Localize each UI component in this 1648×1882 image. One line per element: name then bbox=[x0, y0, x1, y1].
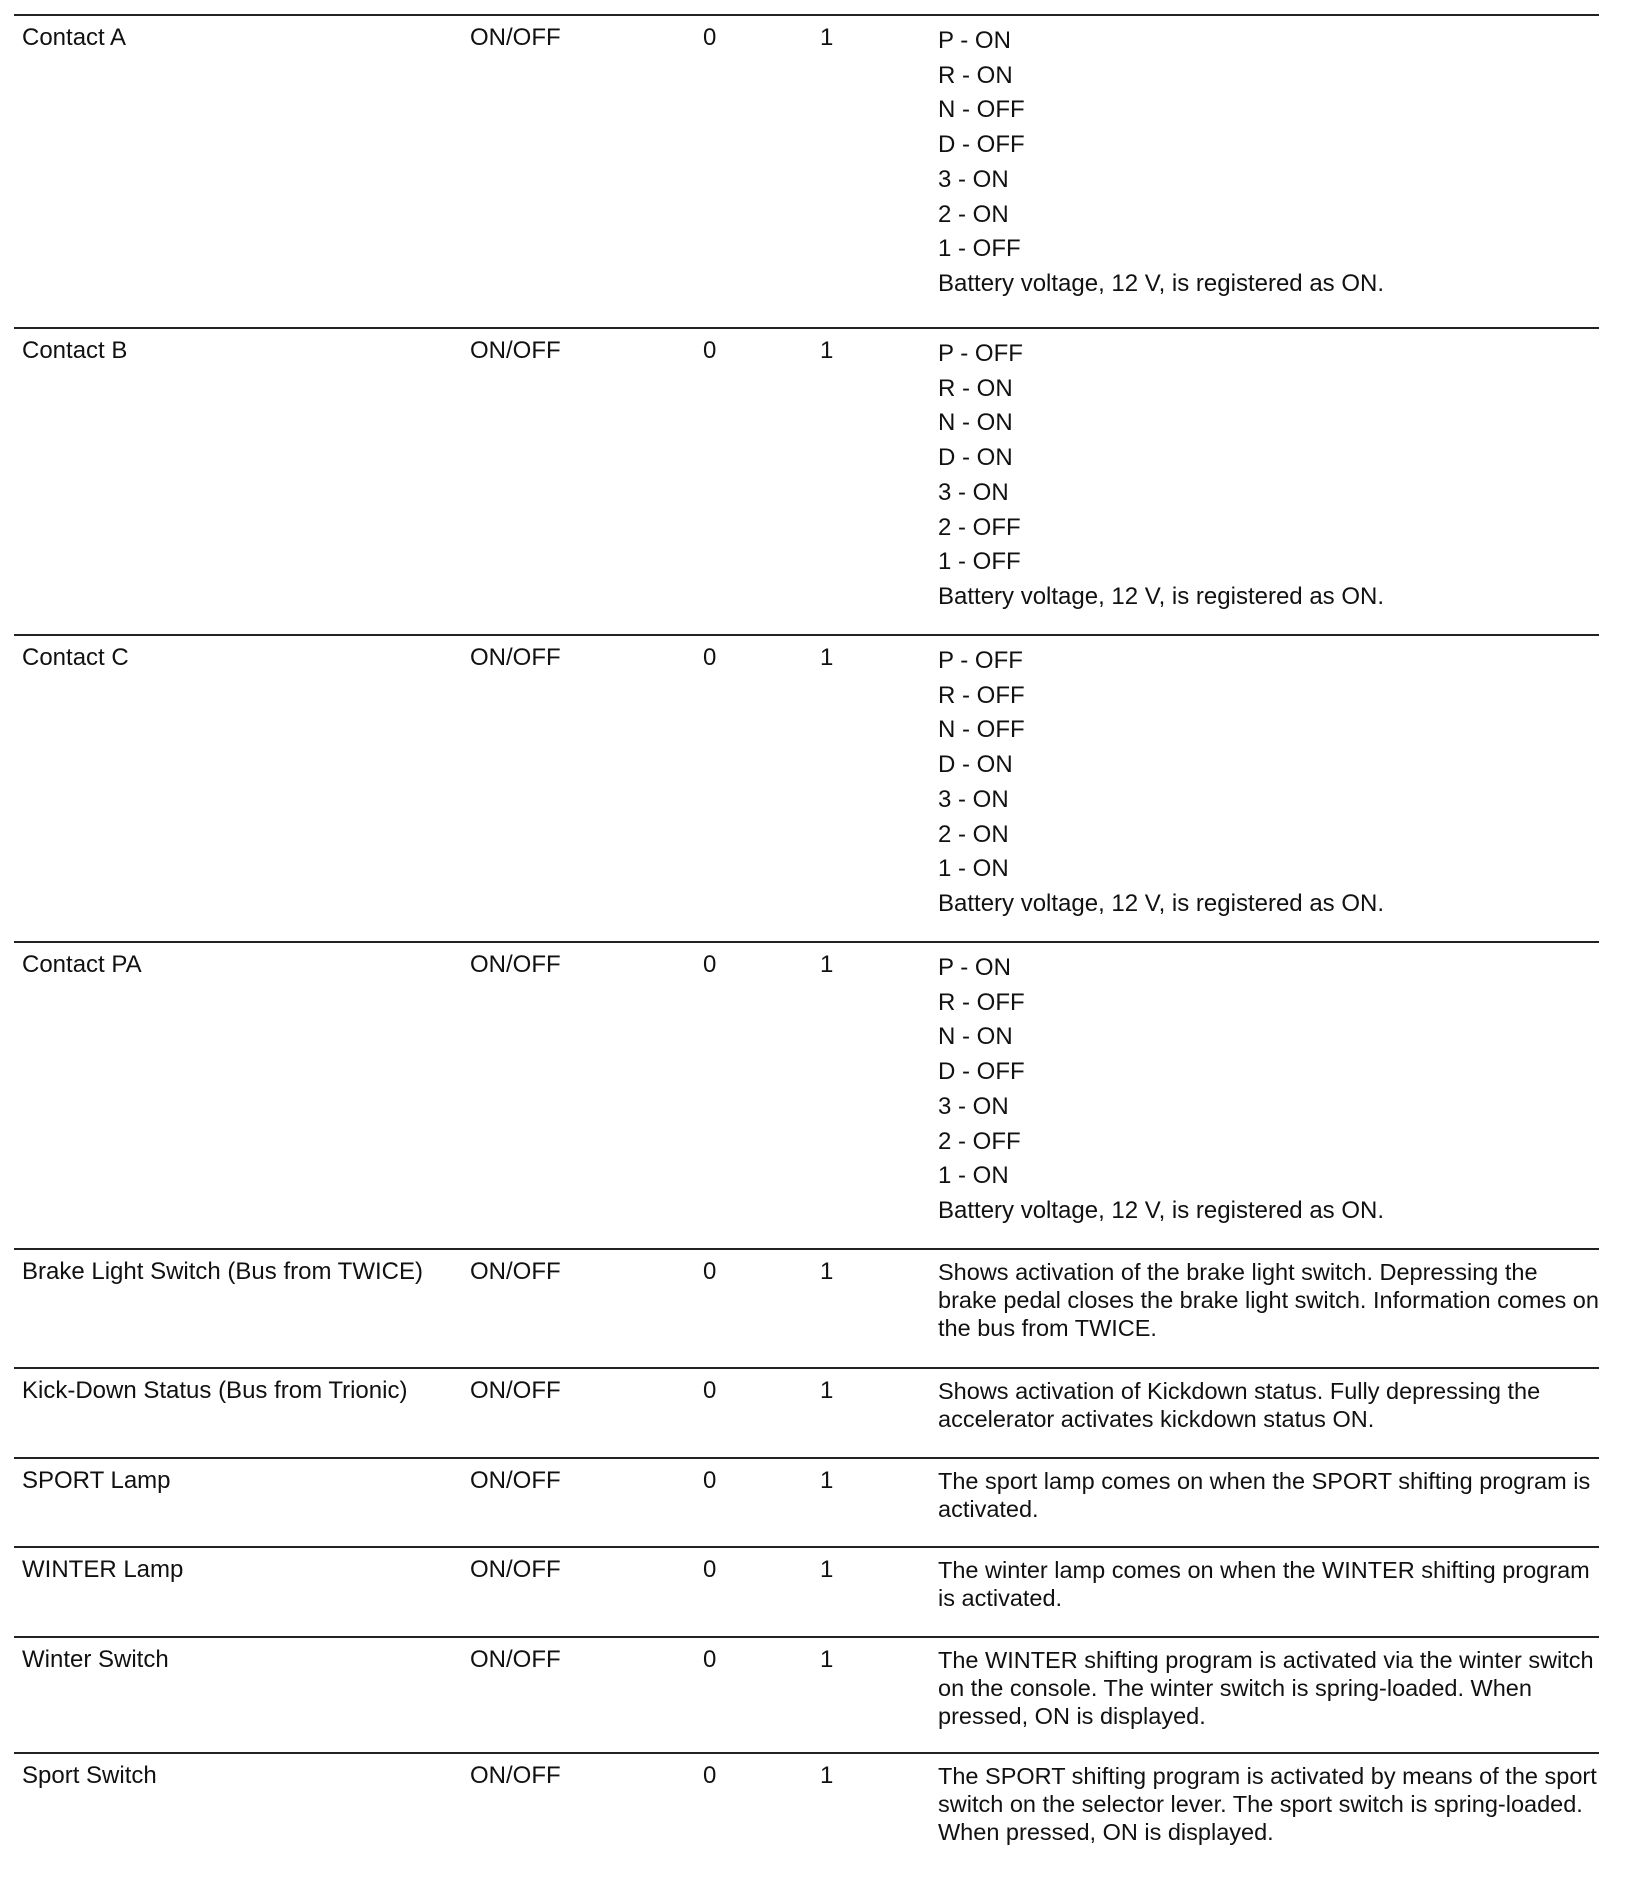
parameter-min: 0 bbox=[703, 24, 717, 51]
description-line: Battery voltage, 12 V, is registered as ON. bbox=[938, 582, 1385, 610]
parameter-name: Kick-Down Status (Bus from Trionic) bbox=[22, 1377, 408, 1404]
row-divider bbox=[14, 1752, 1599, 1754]
description-line: R - ON bbox=[938, 374, 1013, 402]
parameter-unit: ON/OFF bbox=[470, 1467, 561, 1494]
description-line: N - OFF bbox=[938, 96, 1025, 124]
description-line: P - OFF bbox=[938, 340, 1023, 367]
description-line: N - OFF bbox=[938, 716, 1025, 744]
parameter-min: 0 bbox=[703, 1467, 717, 1494]
description-line: D - ON bbox=[938, 444, 1013, 472]
row-divider bbox=[14, 1457, 1599, 1459]
description-line: P - ON bbox=[938, 954, 1011, 981]
description-line: D - OFF bbox=[938, 1058, 1025, 1086]
parameter-name: SPORT Lamp bbox=[22, 1467, 171, 1494]
description-line: 2 - ON bbox=[938, 820, 1009, 848]
description-text: The winter lamp comes on when the WINTER shifting program is activated. bbox=[938, 1557, 1590, 1611]
parameter-name: WINTER Lamp bbox=[22, 1556, 184, 1583]
parameter-unit: ON/OFF bbox=[470, 337, 561, 364]
parameter-max: 1 bbox=[820, 1762, 834, 1789]
parameter-max: 1 bbox=[820, 1467, 834, 1494]
parameter-name: Winter Switch bbox=[22, 1646, 169, 1673]
description-line: P - OFF bbox=[938, 647, 1023, 674]
description-line: 2 - OFF bbox=[938, 1127, 1021, 1155]
parameter-description bbox=[938, 1467, 1600, 1523]
parameter-min: 0 bbox=[703, 644, 717, 671]
description-line: Battery voltage, 12 V, is registered as ON. bbox=[938, 889, 1385, 917]
parameter-max: 1 bbox=[820, 1258, 834, 1285]
parameter-name: Contact A bbox=[22, 24, 127, 51]
parameter-name: Contact B bbox=[22, 337, 128, 364]
description-line: P - ON bbox=[938, 27, 1011, 54]
description-line: N - ON bbox=[938, 1023, 1013, 1051]
row-divider bbox=[14, 634, 1599, 636]
description-line: R - OFF bbox=[938, 988, 1025, 1016]
description-line: N - ON bbox=[938, 409, 1013, 437]
parameter-unit: ON/OFF bbox=[470, 1377, 561, 1404]
parameter-max: 1 bbox=[820, 951, 834, 978]
row-divider bbox=[14, 1636, 1599, 1638]
row-divider bbox=[14, 1367, 1599, 1369]
parameter-min: 0 bbox=[703, 1762, 717, 1789]
row-divider bbox=[14, 1248, 1599, 1250]
parameter-description bbox=[938, 1258, 1600, 1342]
parameter-max: 1 bbox=[820, 24, 834, 51]
description-line: 1 - OFF bbox=[938, 235, 1021, 263]
parameter-description bbox=[938, 1762, 1600, 1846]
parameter-unit: ON/OFF bbox=[470, 1556, 561, 1583]
parameter-description bbox=[938, 1556, 1600, 1612]
description-line: 1 - ON bbox=[938, 855, 1009, 883]
parameter-name: Sport Switch bbox=[22, 1762, 157, 1789]
parameter-name: Brake Light Switch (Bus from TWICE) bbox=[22, 1258, 423, 1285]
parameter-description bbox=[938, 337, 1600, 615]
parameter-name: Contact PA bbox=[22, 951, 142, 978]
parameter-name: Contact C bbox=[22, 644, 129, 671]
parameter-description bbox=[938, 1646, 1600, 1730]
description-line: Battery voltage, 12 V, is registered as ON. bbox=[938, 1196, 1385, 1224]
parameter-max: 1 bbox=[820, 1377, 834, 1404]
parameter-unit: ON/OFF bbox=[470, 951, 561, 978]
description-line: 2 - ON bbox=[938, 200, 1009, 228]
description-line: R - ON bbox=[938, 61, 1013, 89]
parameter-max: 1 bbox=[820, 337, 834, 364]
description-text: The sport lamp comes on when the SPORT shifting program is activated. bbox=[938, 1468, 1591, 1522]
description-line: Battery voltage, 12 V, is registered as ON. bbox=[938, 269, 1385, 297]
parameter-min: 0 bbox=[703, 337, 717, 364]
row-divider bbox=[14, 1546, 1599, 1548]
description-text: Shows activation of Kickdown status. Fully depressing the accelerator activates kickdown status ON. bbox=[938, 1378, 1541, 1432]
description-line: 3 - ON bbox=[938, 165, 1009, 193]
parameter-max: 1 bbox=[820, 644, 834, 671]
description-line: R - OFF bbox=[938, 681, 1025, 709]
description-text: Shows activation of the brake light switch. Depressing the brake pedal closes the brake light switch. Information comes on the bus from TWICE. bbox=[938, 1259, 1599, 1341]
parameter-description bbox=[938, 644, 1600, 922]
parameter-min: 0 bbox=[703, 951, 717, 978]
row-divider bbox=[14, 941, 1599, 943]
parameter-unit: ON/OFF bbox=[470, 1762, 561, 1789]
description-line: 3 - ON bbox=[938, 478, 1009, 506]
description-line: 3 - ON bbox=[938, 1092, 1009, 1120]
parameter-unit: ON/OFF bbox=[470, 1646, 561, 1673]
parameter-unit: ON/OFF bbox=[470, 1258, 561, 1285]
description-line: 3 - ON bbox=[938, 785, 1009, 813]
parameter-min: 0 bbox=[703, 1258, 717, 1285]
description-line: 2 - OFF bbox=[938, 513, 1021, 541]
parameter-min: 0 bbox=[703, 1377, 717, 1404]
parameter-description bbox=[938, 1377, 1600, 1433]
description-text: The SPORT shifting program is activated by means of the sport switch on the selector lever. The sport switch is spring-loaded. When pressed, ON is displayed. bbox=[938, 1763, 1597, 1845]
parameter-description bbox=[938, 24, 1600, 302]
description-line: D - ON bbox=[938, 751, 1013, 779]
parameter-min: 0 bbox=[703, 1556, 717, 1583]
parameter-min: 0 bbox=[703, 1646, 717, 1673]
parameter-max: 1 bbox=[820, 1646, 834, 1673]
description-line: 1 - OFF bbox=[938, 548, 1021, 576]
parameter-description bbox=[938, 951, 1600, 1229]
description-text: The WINTER shifting program is activated via the winter switch on the console. The winter switch is spring-loaded. When pressed, ON is displayed. bbox=[938, 1647, 1594, 1729]
parameter-unit: ON/OFF bbox=[470, 644, 561, 671]
parameter-unit: ON/OFF bbox=[470, 24, 561, 51]
description-line: 1 - ON bbox=[938, 1162, 1009, 1190]
description-line: D - OFF bbox=[938, 131, 1025, 159]
parameter-max: 1 bbox=[820, 1556, 834, 1583]
row-divider bbox=[14, 327, 1599, 329]
row-divider bbox=[14, 14, 1599, 16]
